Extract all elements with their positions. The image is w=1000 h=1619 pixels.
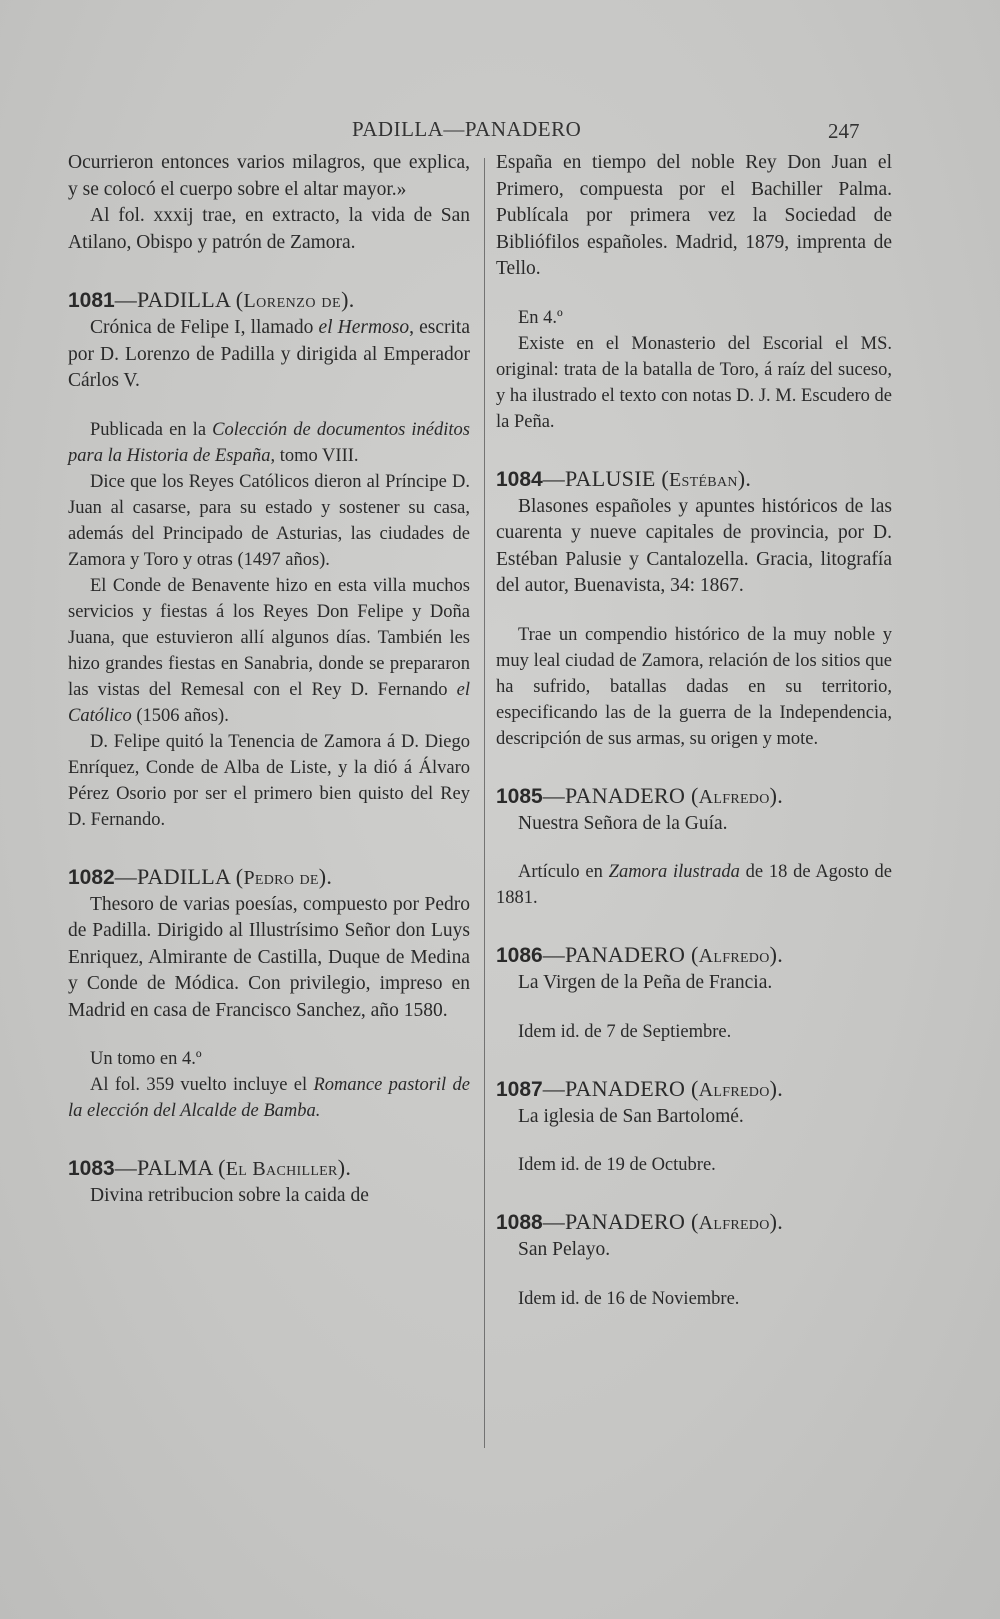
entry-number: 1086: [496, 944, 543, 967]
entry-note: D. Felipe quitó la Tenencia de Zamora á D. Diego Enríquez, Conde de Alba de Liste, y la dió á Álvaro Pérez Osorio por ser el primero bien quisto del Rey D. Fernando.: [68, 731, 470, 830]
entry-note: El Conde de Benavente hizo en esta villa muchos servicios y fiestas á los Reyes Don Felipe y Doña Juana, que estuvieron allí algunos días. También les hizo grandes fiestas en Sanabria, donde se prepararon las vistas del Remesal con el Rey D. Fernando el Católico (1506 años).: [68, 575, 470, 726]
entry-author-given: Estéban: [669, 468, 738, 491]
entry-note: Idem id. de 7 de Septiembre.: [518, 1021, 732, 1042]
entry-title: La Virgen de la Peña de Francia.: [518, 972, 773, 993]
entry-title: Nuestra Señora de la Guía.: [518, 812, 728, 834]
entry-number: 1083: [68, 1157, 115, 1180]
entry-heading: 1082—PADILLA (Pedro de).: [68, 863, 333, 889]
entry-number: 1081: [68, 289, 115, 312]
entry-1088: [496, 1208, 892, 1312]
entry-note: En 4.º: [518, 307, 563, 328]
running-title: PADILLA—PANADERO: [352, 117, 582, 141]
entry-heading: 1086—PANADERO (Alfredo).: [496, 942, 784, 967]
entry-author: PALUSIE: [565, 465, 656, 491]
entry-note: Artículo en Zamora ilustrada de 18 de Agosto de 1881.: [496, 862, 892, 908]
entry-heading: 1085—PANADERO (Alfredo).: [496, 782, 784, 808]
entry-note: Idem id. de 16 de Noviembre.: [518, 1288, 740, 1309]
entry-note: Publicada en la Colección de documentos inéditos para la Historia de España, tomo VIII.: [68, 419, 470, 466]
entry-number: 1082: [68, 865, 115, 889]
entry-author: PALMA: [137, 1155, 213, 1180]
entry-title: Thesoro de varias poesías, compuesto por Pedro de Padilla. Dirigido al Illustrísimo Señor don Luys Enriquez, Almirante de Castilla, Duque de Medina y Conde de Módica. Con privilegio, impreso en Madrid en casa de Francisco Sanchez, año 1580.: [68, 893, 470, 1021]
entry-author: PANADERO: [565, 782, 686, 808]
entry-number: 1087: [496, 1077, 543, 1101]
entry-note: Trae un compendio histórico de la muy noble y muy leal ciudad de Zamora, relación de los sitios que ha sufrido, batallas dadas en su territorio, especificando las de la guerra de la Independencia, descripción de sus armas, su origen y mote.: [496, 624, 892, 749]
entry-author-given: Alfredo: [698, 1212, 770, 1234]
entry-author: PANADERO: [565, 1075, 686, 1101]
entry-note: Un tomo en 4.º: [90, 1049, 202, 1069]
entry-title: Blasones españoles y apuntes históricos de las cuarenta y nueve capitales de provincia, por D. Estéban Palusie y Cantalozella. Gracia, litografía del autor, Buenavista, 34: 1867.: [496, 495, 892, 596]
entry-author-given: Lorenzo de: [243, 290, 342, 312]
entry-number: 1088: [496, 1211, 543, 1234]
page-number: 247: [828, 119, 860, 143]
paragraph: Ocurrieron entonces varios milagros, que explica, y se colocó el cuerpo sobre el altar mayor.»: [68, 152, 470, 200]
entry-1084: [496, 465, 892, 752]
entry-1082: [68, 863, 470, 1125]
entry-author-given: Alfredo: [698, 785, 770, 808]
entry-1087: [496, 1075, 892, 1179]
running-header: [0, 117, 1000, 147]
column-divider: [484, 158, 485, 1448]
entry-note: Idem id. de 19 de Octubre.: [518, 1155, 716, 1175]
entry-title: Divina retribucion sobre la caida de: [90, 1185, 369, 1206]
entry-title: Crónica de Felipe I, llamado el Hermoso, escrita por D. Lorenzo de Padilla y dirigida al Emperador Cárlos V.: [68, 317, 470, 391]
entry-author-given: El Bachiller: [225, 1158, 338, 1180]
entry-title: San Pelayo.: [518, 1239, 611, 1260]
right-column: [496, 150, 892, 1312]
entry-note: Dice que los Reyes Católicos dieron al Príncipe D. Juan al casarse, para su estado y sostener su casa, además del Principado de Asturias, las ciudades de Zamora y Toro y otras (1497 años).: [68, 471, 470, 570]
entry-author-given: Pedro de: [243, 866, 319, 889]
entry-heading: 1083—PALMA (El Bachiller).: [68, 1155, 352, 1180]
entry-author: PADILLA: [137, 863, 230, 889]
entry-title-continued: España en tiempo del noble Rey Don Juan el Primero, compuesta por el Bachiller Palma. Publícala por primera vez la Sociedad de Bibliófilos españoles. Madrid, 1879, imprenta de Tello.: [496, 152, 892, 279]
entry-heading: 1084—PALUSIE (Estéban).: [496, 465, 752, 491]
entry-author-given: Alfredo: [698, 1078, 770, 1101]
entry-author: PANADERO: [565, 942, 686, 967]
entry-title: La iglesia de San Bartolomé.: [518, 1105, 744, 1127]
entry-1086: [496, 941, 892, 1045]
entry-note: Al fol. 359 vuelto incluye el Romance pastoril de la elección del Alcalde de Bamba.: [68, 1075, 470, 1121]
entry-1085: [496, 782, 892, 912]
entry-number: 1084: [496, 467, 543, 491]
entry-author: PADILLA: [137, 287, 230, 312]
entry-number: 1085: [496, 784, 543, 808]
entry-author: PANADERO: [565, 1209, 686, 1234]
entry-heading: 1088—PANADERO (Alfredo).: [496, 1209, 784, 1234]
entry-heading: 1081—PADILLA (Lorenzo de).: [68, 287, 355, 312]
entry-heading: 1087—PANADERO (Alfredo).: [496, 1075, 784, 1101]
paragraph: Al fol. xxxij trae, en extracto, la vida de San Atilano, Obispo y patrón de Zamora.: [68, 205, 470, 253]
entry-1081: [68, 286, 470, 833]
entry-note: Existe en el Monasterio del Escorial el MS. original: trata de la batalla de Toro, á raíz del suceso, y ha ilustrado el texto con notas D. J. M. Escudero de la Peña.: [496, 333, 892, 432]
entry-1083: [68, 1154, 470, 1210]
left-column: [68, 150, 470, 1210]
entry-author-given: Alfredo: [698, 945, 770, 967]
